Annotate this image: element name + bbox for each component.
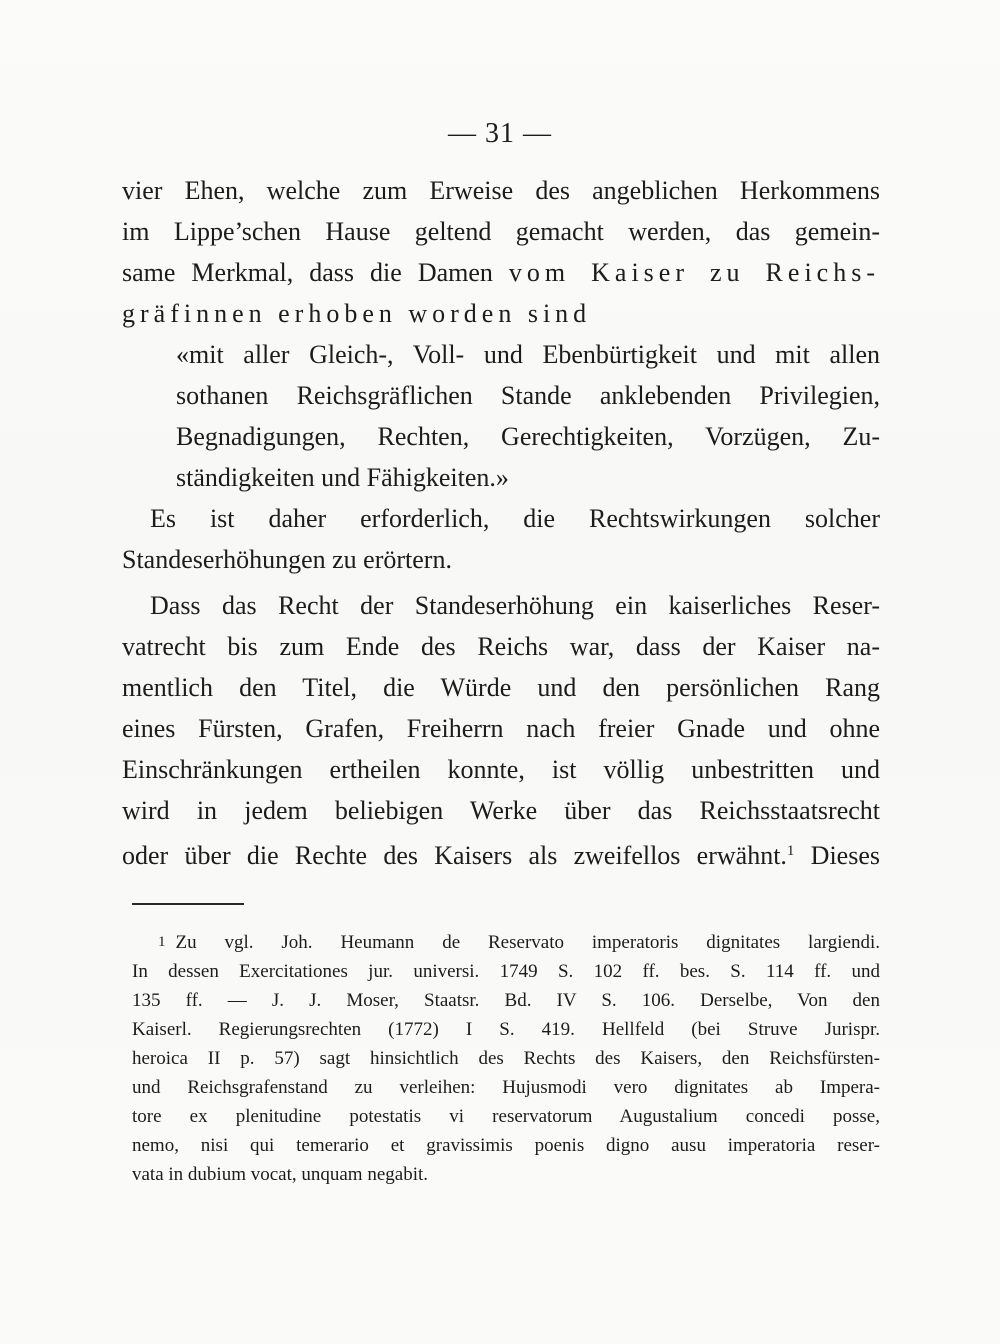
- footnote-line: Kaiserl. Regierungsrechten (1772) I S. 419. Hellfeld (bei Struve Jurispr.: [132, 1019, 880, 1040]
- quote-line: «mit aller Gleich-, Voll- und Ebenbürtigkeit und mit allen: [176, 340, 880, 369]
- emphasized-text-line: gräfinnen erhoben worden sind: [122, 299, 592, 328]
- footnote-line: und Reichsgrafenstand zu verleihen: Hujusmodi vero dignitates ab Impera-: [132, 1077, 880, 1098]
- text-line: eines Fürsten, Grafen, Freiherrn nach freier Gnade und ohne: [122, 714, 880, 743]
- text-line: Einschränkungen ertheilen konnte, ist völlig unbestritten und: [122, 755, 880, 784]
- footnote-line: 135 ff. — J. J. Moser, Staatsr. Bd. IV S. 106. Derselbe, Von den: [132, 990, 880, 1011]
- footnote-line: In dessen Exercitationes jur. universi. 1749 S. 102 ff. bes. S. 114 ff. und: [132, 961, 880, 982]
- text-segment: same Merkmal, dass die Damen: [122, 258, 509, 287]
- paragraph-2: [122, 498, 880, 580]
- footnote: [132, 928, 880, 1189]
- footnote-reference: 1: [786, 843, 795, 859]
- text-line: mentlich den Titel, die Würde und den persönlichen Rang: [122, 673, 880, 702]
- quote-line: ständigkeiten und Fähigkeiten.»: [176, 463, 509, 492]
- text-line: vier Ehen, welche zum Erweise des angeblichen Herkommens: [122, 176, 880, 205]
- footnote-mark: 1: [158, 934, 166, 950]
- text-line: vatrecht bis zum Ende des Reichs war, dass der Kaiser na-: [122, 632, 880, 661]
- text-segment: oder über die Rechte des Kaisers als zweifellos erwähnt.: [122, 841, 787, 870]
- text-line: Es ist daher erforderlich, die Rechtswirkungen solcher: [150, 504, 880, 533]
- text-line: wird in jedem beliebigen Werke über das Reichsstaatsrecht: [122, 796, 880, 825]
- paragraph-1: [122, 170, 880, 334]
- footnote-line: [132, 928, 880, 957]
- text-line: im Lippe’schen Hause geltend gemacht werden, das gemein-: [122, 217, 880, 246]
- text-line: Dass das Recht der Standeserhöhung ein kaiserliches Reser-: [150, 591, 880, 620]
- footnote-line: heroica II p. 57) sagt hinsichtlich des Rechts des Kaisers, den Reichsfürsten-: [132, 1048, 880, 1069]
- quote-line: Begnadigungen, Rechten, Gerechtigkeiten, Vorzügen, Zu-: [176, 422, 880, 451]
- text-line: [122, 252, 880, 293]
- emphasized-text: vom Kaiser zu Reichs-: [508, 258, 880, 287]
- footnote-line: tore ex plenitudine potestatis vi reservatorum Augustalium concedi posse,: [132, 1106, 880, 1127]
- footnote-text: Zu vgl. Joh. Heumann de Reservato imperatoris dignitates largiendi.: [175, 932, 880, 953]
- text-line: [122, 831, 880, 876]
- footnote-line: nemo, nisi qui temerario et gravissimis poenis digno ausu imperatoria reser-: [132, 1135, 880, 1156]
- footnote-separator: [132, 903, 244, 905]
- quote-line: sothanen Reichsgräflichen Stande anklebenden Privilegien,: [176, 381, 880, 410]
- footnote-line: vata in dubium vocat, unquam negabit.: [132, 1164, 429, 1185]
- paragraph-3: [122, 585, 880, 876]
- text-segment: Dieses: [794, 841, 880, 870]
- text-line: Standeserhöhungen zu erörtern.: [122, 545, 452, 574]
- page-number: — 31 —: [448, 118, 552, 149]
- block-quote: [176, 334, 880, 498]
